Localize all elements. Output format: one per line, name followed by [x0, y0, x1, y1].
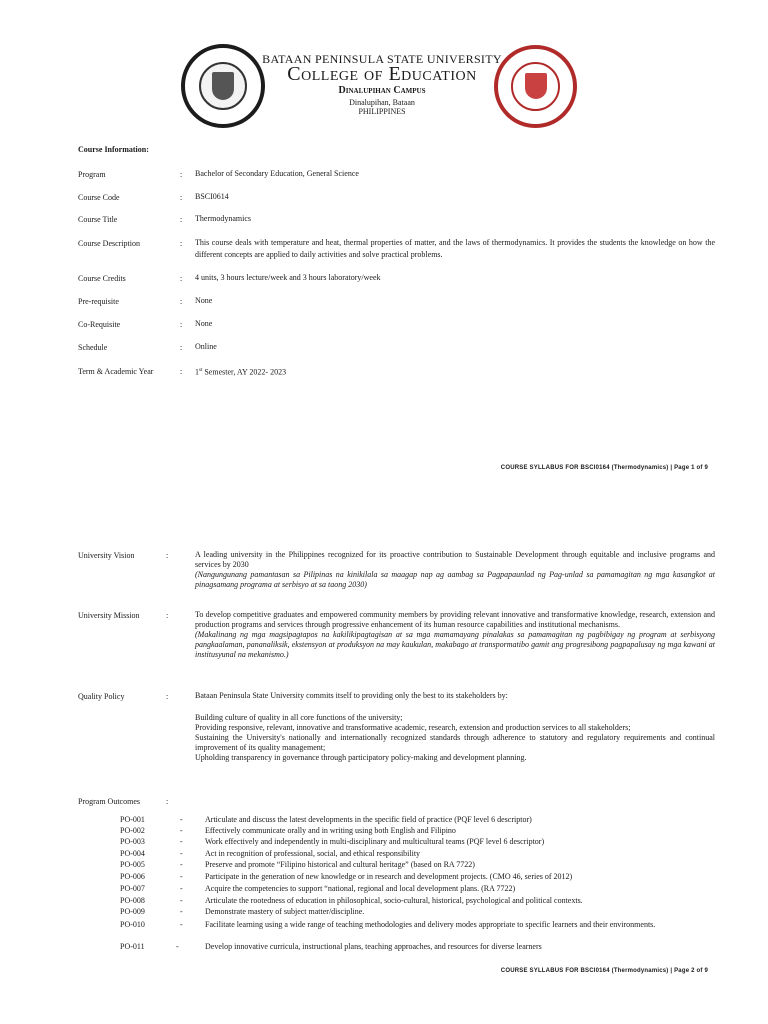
campus-country: PHILIPPINES: [358, 107, 406, 116]
quality-item: Providing responsive, relevant, innovative and transformative academic, research, extension and production services to all stakeholders;: [195, 723, 631, 732]
mission-text: To develop competitive graduates and empowered community members by providing relevant innovative and transformative knowledge, research, extension and production programs and services through progressive enhancement of its human resource capabilities and institutional mechanisms. (Makalinang ng mga magsipagtapos na kakilikipagtagisan at sa mga mamamayang pinalakas sa pamamagitan ng pagbibigay ng program at serbisyong pangkaalaman, pananaliksik, ekstensyon at produksyon na may kaukulan, makabago at transpormatibo gamit ang progresibong pagpapalusay ng mga kawani at institusyunal na mekanismo.): [195, 610, 715, 659]
vision-text: A leading university in the Philippines recognized for its proactive contribution to Sustainable Development through equitable and inclusive programs and services by 2030 (Nangungunang pamantasan sa Pilipinas na kinikilala sa maagap nap ag aambag sa Pagpapaunlad ng Pag-unlad sa pamamagitan ng mga kasangkot at pinagsamang programa at serbisyo at sa taong 2030): [195, 550, 715, 589]
college-seal-icon: [494, 45, 577, 128]
po-code: PO-001: [120, 815, 145, 824]
quality-item: Upholding transparency in governance through participatory policy-making and development planning.: [195, 753, 527, 762]
college-name: College of Education: [287, 63, 477, 85]
course-credits-value: 4 units, 3 hours lecture/week and 3 hours laboratory/week: [195, 273, 381, 282]
po-code: PO-009: [120, 907, 145, 916]
program-value: Bachelor of Secondary Education, General Science: [195, 169, 359, 178]
po-text: Participate in the generation of new knowledge or in research and development projects. (CMO 46, series of 2012): [205, 872, 573, 881]
program-outcomes-label: Program Outcomes: [78, 797, 140, 806]
schedule-label: Schedule: [78, 343, 108, 352]
term-label: Term & Academic Year: [78, 367, 154, 376]
vision-translation: (Nangungunang pamantasan sa Pilipinas na kinikilala sa maagap nap ag aambag sa Pagpapaunlad ng Pag-unlad sa pamamagitan ng mga kasangkot at pinagsamang programa at serbisyo at sa taong 2030): [195, 570, 715, 589]
course-code-value: BSCI0614: [195, 192, 229, 201]
schedule-value: Online: [195, 342, 217, 351]
po-text: Preserve and promote “Filipino historical and cultural heritage” (based on RA 7722): [205, 860, 475, 869]
corequisite-label: Co-Requisite: [78, 320, 121, 329]
po-code: PO-011: [120, 942, 145, 951]
po-text: Articulate and discuss the latest developments in the specific field of practice (PQF level 6 descriptor): [205, 815, 532, 824]
po-text: Articulate the rootedness of education in philosophical, socio-cultural, historical, psychological and political contexts.: [205, 896, 583, 905]
po-code: PO-008: [120, 896, 145, 905]
bpsu-seal-icon: [181, 44, 265, 128]
quality-label: Quality Policy: [78, 692, 125, 701]
po-text: Acquire the competencies to support “national, regional and local development plans. (RA 7722): [205, 884, 516, 893]
campus-town: Dinalupihan, Bataan: [349, 98, 415, 107]
po-text: Effectively communicate orally and in writing using both English and Filipino: [205, 826, 456, 835]
prerequisite-label: Pre-requisite: [78, 297, 119, 306]
page-footer: COURSE SYLLABUS FOR BSCI0164 (Thermodynamics) | Page 2 of 9: [500, 968, 708, 974]
po-text: Demonstrate mastery of subject matter/discipline.: [205, 907, 365, 916]
po-text: Facilitate learning using a wide range of teaching methodologies and delivery modes appropriate to specific learners and their environments.: [205, 920, 656, 929]
course-code-label: Course Code: [78, 193, 120, 202]
mission-label: University Mission: [78, 611, 140, 620]
quality-item: Sustaining the University's nationally and internationally recognized standards through adherence to statutory and regulatory requirements and continual improvement of its quality management;: [195, 733, 715, 752]
po-code: PO-005: [120, 860, 145, 869]
course-description-label: Course Description: [78, 239, 140, 248]
course-title-value: Thermodynamics: [195, 214, 251, 223]
university-name: BATAAN PENINSULA STATE UNIVERSITY: [262, 52, 502, 66]
po-code: PO-010: [120, 920, 145, 929]
course-info-title: Course Information:: [78, 145, 149, 154]
po-code: PO-007: [120, 884, 145, 893]
po-code: PO-004: [120, 849, 145, 858]
course-credits-label: Course Credits: [78, 274, 126, 283]
po-text: Work effectively and independently in multi-disciplinary and multicultural teams (PQF level 6 descriptor): [205, 837, 545, 846]
po-code: PO-003: [120, 837, 145, 846]
prerequisite-value: None: [195, 296, 213, 305]
quality-item: Building culture of quality in all core functions of the university;: [195, 713, 403, 722]
vision-label: University Vision: [78, 551, 135, 560]
quality-text: Bataan Peninsula State University commits itself to providing only the best to its stakeholders by: Building culture of quality in all core functions of the university; Providing responsive, relevant, innovative and transformative academic, research, extension and production services to all stakeholders; Sustaining the University's nationally and internationally recognized standards through adherence to statutory and regulatory requirements and continual improvement of its quality management; Upholding transparency in governance through participatory policy-making and development planning.: [195, 691, 715, 762]
po-text: Develop innovative curricula, instructional plans, teaching approaches, and resources for diverse learners: [205, 942, 542, 951]
term-value: 1st Semester, AY 2022- 2023: [195, 367, 287, 377]
mission-translation: (Makalinang ng mga magsipagtapos na kakilikipagtagisan at sa mga mamamayang pinalakas sa pamamagitan ng pagbibigay ng program at serbisyong pangkaalaman, pananaliksik, ekstensyon at produksyon na may kaukulan, makabago at transpormatibo gamit ang progresibong pagpapalusay ng mga kawani at institusyunal na mekanismo.): [195, 630, 715, 659]
page-footer: COURSE SYLLABUS FOR BSCI0164 (Thermodynamics) | Page 1 of 9: [500, 465, 708, 471]
po-code: PO-006: [120, 872, 145, 881]
course-description-value: This course deals with temperature and heat, thermal properties of matter, and the laws of thermodynamics. It provides the students the knowledge on how the different concepts are applied to daily activities and solve practical problems.: [195, 238, 715, 259]
program-label: Program: [78, 170, 106, 179]
course-title-label: Course Title: [78, 215, 118, 224]
po-code: PO-002: [120, 826, 145, 835]
po-text: Act in recognition of professional, social, and ethical responsibility: [205, 849, 421, 858]
campus-name: Dinalupihan Campus: [338, 85, 426, 96]
corequisite-value: None: [195, 319, 213, 328]
